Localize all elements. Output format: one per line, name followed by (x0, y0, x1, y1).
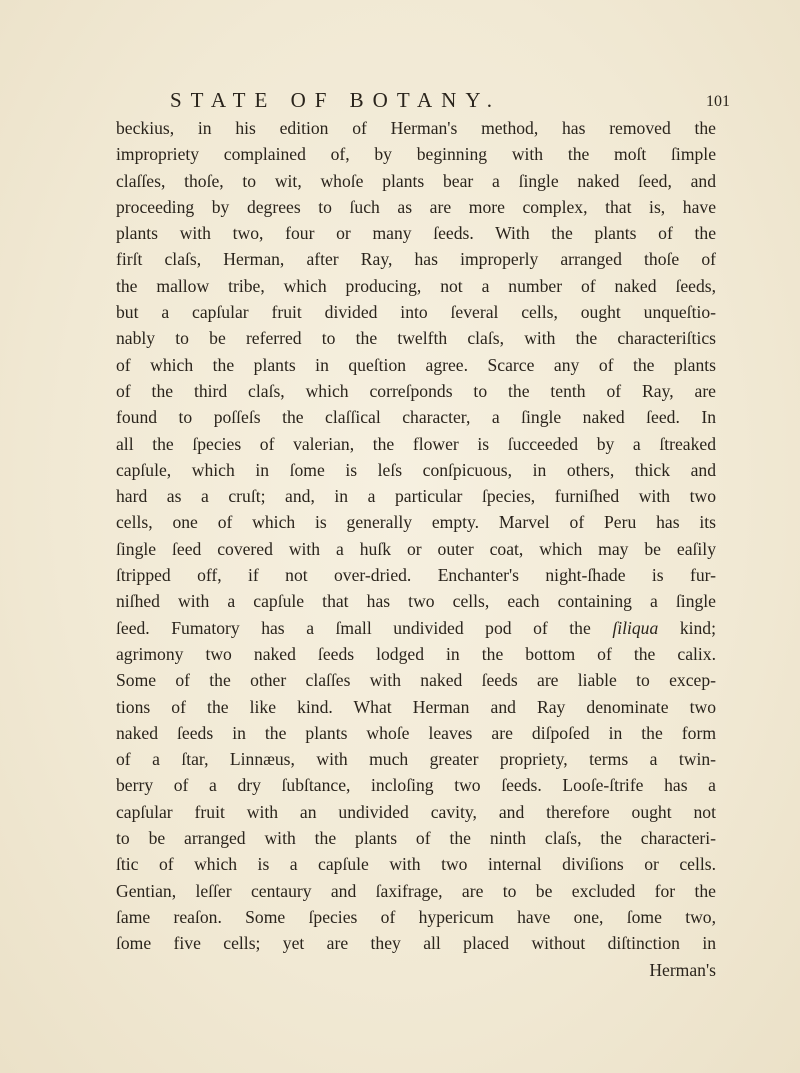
running-title: STATE OF BOTANY. (170, 88, 502, 112)
text-line: Some of the other claſſes with naked ſeeds are liable to excep- (116, 670, 716, 691)
text-line: capſular fruit with an undivided cavity, and therefore ought not (116, 801, 716, 822)
text-line: firſt claſs, Herman, after Ray, has improperly arranged thoſe of (116, 249, 716, 270)
text-line: ſame reaſon. Some ſpecies of hypericum have one, ſome two, (116, 906, 716, 927)
text-line: of which the plants in queſtion agree. Scarce any of the plants (116, 354, 716, 375)
text-line: berry of a dry ſubſtance, incloſing two ſeeds. Looſe-ſtrife has a (116, 775, 716, 796)
text-line: all the ſpecies of valerian, the flower is ſucceeded by a ſtreaked (116, 433, 716, 454)
catchword: Herman's (649, 959, 716, 980)
text-line: cells, one of which is generally empty. Marvel of Peru has its (116, 512, 716, 533)
text-line: to be arranged with the plants of the ninth claſs, the characteri- (116, 828, 716, 849)
text-line: beckius, in his edition of Herman's method, has removed the (116, 118, 716, 138)
text-line: ſtripped off, if not over-dried. Enchanter's night-ſhade is fur- (116, 565, 716, 586)
page-number: 101 (706, 93, 730, 110)
text-line: ſingle ſeed covered with a huſk or outer coat, which may be eaſily (116, 538, 716, 559)
text-line: the mallow tribe, which producing, not a number of naked ſeeds, (116, 275, 716, 296)
text-line: agrimony two naked ſeeds lodged in the bottom of the calix. (116, 643, 716, 664)
text-line: ſtic of which is a capſule with two internal diviſions or cells. (116, 854, 716, 875)
text-line: of the third claſs, which correſponds to the tenth of Ray, are (116, 380, 716, 401)
text-line: proceeding by degrees to ſuch as are more complex, that is, have (116, 196, 716, 217)
text-line: impropriety complained of, by beginning with the moſt ſimple (116, 144, 716, 165)
text-line: niſhed with a capſule that has two cells, each containing a ſingle (116, 591, 716, 612)
body-text (116, 115, 716, 983)
text-line: plants with two, four or many ſeeds. With the plants of the (116, 223, 716, 244)
text-line: but a capſular fruit divided into ſeveral cells, ought unqueſtio- (116, 302, 716, 323)
text-line: capſule, which in ſome is leſs conſpicuous, in others, thick and (116, 459, 716, 480)
text-line: ſome five cells; yet are they all placed without diſtinction in (116, 933, 716, 954)
text-line-mixed (116, 615, 716, 641)
text-line: claſſes, thoſe, to wit, whoſe plants bear a ſingle naked ſeed, and (116, 170, 716, 191)
text-line: found to poſſeſs the claſſical character, a ſingle naked ſeed. In (116, 407, 716, 428)
text-line: Gentian, leſſer centaury and ſaxifrage, are to be excluded for the (116, 880, 716, 901)
text-line: hard as a cruſt; and, in a particular ſpecies, furniſhed with two (116, 486, 716, 507)
text-run: ſeed. Fumatory has a ſmall undivided pod of the (116, 617, 613, 638)
text-run: kind; (658, 617, 716, 638)
text-line: nably to be referred to the twelfth claſs, with the characteriſtics (116, 328, 716, 349)
text-line: of a ſtar, Linnæus, with much greater propriety, terms a twin- (116, 749, 716, 770)
italic-term: ſiliqua (612, 617, 659, 638)
text-line: tions of the like kind. What Herman and Ray denominate two (116, 696, 716, 717)
text-line: naked ſeeds in the plants whoſe leaves are diſpoſed in the form (116, 722, 716, 743)
